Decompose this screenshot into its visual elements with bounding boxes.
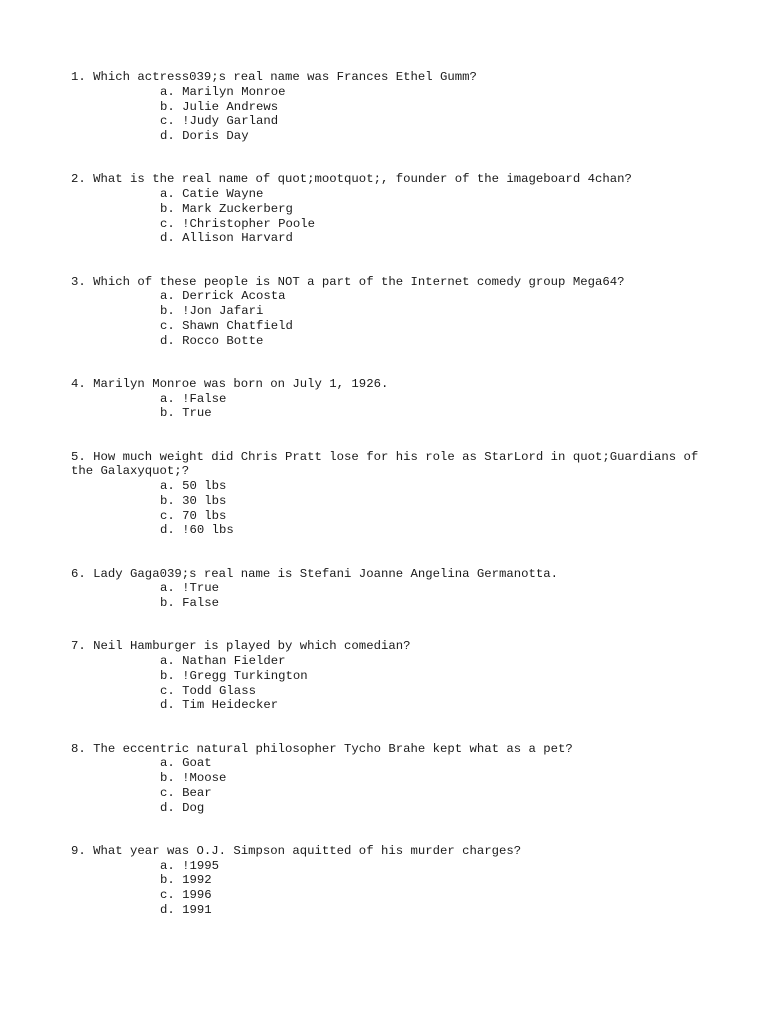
option-text: !60 lbs — [182, 523, 234, 538]
option-letter: c. — [160, 683, 175, 698]
question-number: 1. — [71, 70, 86, 84]
option-letter: a. — [160, 581, 175, 596]
option-text: !Christopher Poole — [182, 216, 315, 231]
option-letter: b. — [160, 201, 175, 216]
question-body: Marilyn Monroe was born on July 1, 1926. — [93, 376, 389, 391]
option-letter: a. — [160, 391, 175, 406]
question-number: 9. — [71, 843, 86, 858]
option-text: Catie Wayne — [182, 187, 264, 201]
question-number: 5. — [71, 449, 86, 464]
option-letter: b. — [160, 406, 175, 421]
option-a — [71, 654, 701, 669]
option-b — [71, 669, 701, 684]
option-text: 70 lbs — [182, 508, 227, 523]
quiz-document — [71, 70, 706, 946]
option-letter: b. — [160, 493, 175, 508]
option-c — [71, 217, 701, 232]
option-text: !Judy Garland — [182, 114, 279, 129]
question-2 — [71, 172, 701, 246]
question-7 — [71, 639, 701, 713]
option-b — [71, 873, 701, 888]
option-a — [71, 289, 701, 304]
option-c — [71, 509, 701, 524]
option-letter: b. — [160, 668, 175, 683]
option-text: 1996 — [182, 888, 212, 902]
option-b — [71, 202, 701, 217]
option-list — [71, 392, 701, 422]
option-text: Dog — [182, 800, 205, 815]
option-d — [71, 698, 701, 713]
option-text: Marilyn Monroe — [182, 84, 286, 99]
option-text: Goat — [182, 756, 212, 771]
question-body: How much weight did Chris Pratt lose for his role as StarLord in quot;Guardians of the Galaxyquot;? — [71, 449, 706, 479]
option-text: Allison Harvard — [182, 231, 293, 246]
question-number: 8. — [71, 741, 86, 756]
question-body: Neil Hamburger is played by which comedian? — [93, 639, 411, 654]
question-text — [71, 742, 701, 757]
option-list — [71, 654, 701, 713]
option-letter: c. — [160, 785, 175, 800]
option-letter: c. — [160, 318, 175, 333]
option-text: !True — [182, 581, 220, 596]
option-letter: b. — [160, 873, 175, 888]
question-1 — [71, 70, 701, 144]
option-letter: d. — [160, 129, 175, 143]
question-number: 6. — [71, 566, 86, 581]
option-letter: d. — [160, 800, 175, 815]
question-number: 2. — [71, 172, 86, 187]
option-list — [71, 756, 701, 815]
option-letter: b. — [160, 304, 175, 318]
option-letter: b. — [160, 99, 175, 114]
option-text: Bear — [182, 785, 212, 800]
option-d — [71, 129, 701, 144]
option-letter: a. — [160, 187, 175, 201]
option-text: True — [182, 406, 212, 421]
option-letter: a. — [160, 479, 175, 493]
question-body: Which actress039;s real name was Frances Ethel Gumm? — [93, 70, 477, 84]
question-text — [71, 275, 701, 290]
option-text: Mark Zuckerberg — [182, 201, 293, 216]
option-a — [71, 756, 701, 771]
question-text — [71, 70, 701, 85]
option-text: !Gregg Turkington — [182, 668, 308, 683]
option-b — [71, 494, 701, 509]
question-text — [71, 449, 706, 480]
option-b — [71, 406, 701, 421]
option-letter: d. — [160, 698, 175, 713]
option-b — [71, 100, 701, 115]
option-text: Tim Heidecker — [182, 698, 279, 713]
option-c — [71, 786, 701, 801]
option-a — [71, 859, 701, 874]
question-number: 4. — [71, 376, 86, 391]
option-letter: d. — [160, 902, 175, 917]
option-a — [71, 392, 701, 407]
option-letter: c. — [160, 114, 175, 129]
option-text: 1992 — [182, 873, 212, 888]
option-text: !1995 — [182, 858, 220, 873]
option-c — [71, 319, 701, 334]
option-letter: c. — [160, 888, 175, 902]
question-body: Lady Gaga039;s real name is Stefani Joanne Angelina Germanotta. — [93, 566, 559, 581]
option-letter: c. — [160, 508, 175, 523]
option-text: !Jon Jafari — [182, 304, 264, 318]
option-a — [71, 479, 701, 494]
option-b — [71, 596, 701, 611]
option-text: Shawn Chatfield — [182, 318, 293, 333]
option-text: Derrick Acosta — [182, 289, 286, 304]
option-list — [71, 187, 701, 246]
question-number: 3. — [71, 274, 86, 289]
option-letter: a. — [160, 756, 175, 771]
option-text: !False — [182, 391, 227, 406]
question-text — [71, 172, 701, 187]
option-text: Doris Day — [182, 129, 249, 143]
option-text: 30 lbs — [182, 493, 227, 508]
option-text: Nathan Fielder — [182, 654, 286, 668]
option-d — [71, 903, 701, 918]
option-a — [71, 187, 701, 202]
option-text: !Moose — [182, 771, 227, 785]
option-c — [71, 114, 701, 129]
question-number: 7. — [71, 639, 86, 654]
question-body: Which of these people is NOT a part of the Internet comedy group Mega64? — [93, 274, 625, 289]
question-text — [71, 377, 701, 392]
question-9 — [71, 844, 701, 918]
question-text — [71, 639, 701, 654]
option-letter: a. — [160, 858, 175, 873]
option-text: 50 lbs — [182, 479, 227, 493]
option-text: Rocco Botte — [182, 333, 264, 348]
question-body: What is the real name of quot;mootquot;, founder of the imageboard 4chan? — [93, 172, 632, 187]
option-text: 1991 — [182, 902, 212, 917]
option-letter: d. — [160, 523, 175, 538]
option-letter: c. — [160, 216, 175, 231]
option-c — [71, 888, 701, 903]
question-6 — [71, 567, 701, 611]
question-body: What year was O.J. Simpson aquitted of his murder charges? — [93, 843, 522, 858]
question-8 — [71, 742, 701, 816]
option-text: Todd Glass — [182, 683, 256, 698]
option-d — [71, 231, 701, 246]
option-list — [71, 581, 701, 611]
option-list — [71, 289, 701, 348]
option-text: Julie Andrews — [182, 99, 279, 114]
option-d — [71, 523, 701, 538]
question-5 — [71, 449, 706, 539]
option-letter: d. — [160, 333, 175, 348]
option-text: False — [182, 596, 220, 610]
option-a — [71, 85, 701, 100]
question-body: The eccentric natural philosopher Tycho Brahe kept what as a pet? — [93, 741, 573, 756]
question-text — [71, 567, 701, 582]
question-3 — [71, 275, 701, 349]
option-letter: b. — [160, 771, 175, 785]
option-letter: a. — [160, 289, 175, 304]
option-letter: a. — [160, 84, 175, 99]
option-letter: a. — [160, 654, 175, 668]
option-c — [71, 684, 701, 699]
question-4 — [71, 377, 701, 421]
option-letter: b. — [160, 596, 175, 610]
option-b — [71, 771, 701, 786]
option-list — [71, 859, 701, 918]
option-d — [71, 801, 701, 816]
option-list — [71, 85, 701, 144]
option-list — [71, 479, 701, 538]
option-letter: d. — [160, 231, 175, 246]
question-text — [71, 844, 701, 859]
option-a — [71, 581, 701, 596]
option-b — [71, 304, 701, 319]
option-d — [71, 334, 701, 349]
